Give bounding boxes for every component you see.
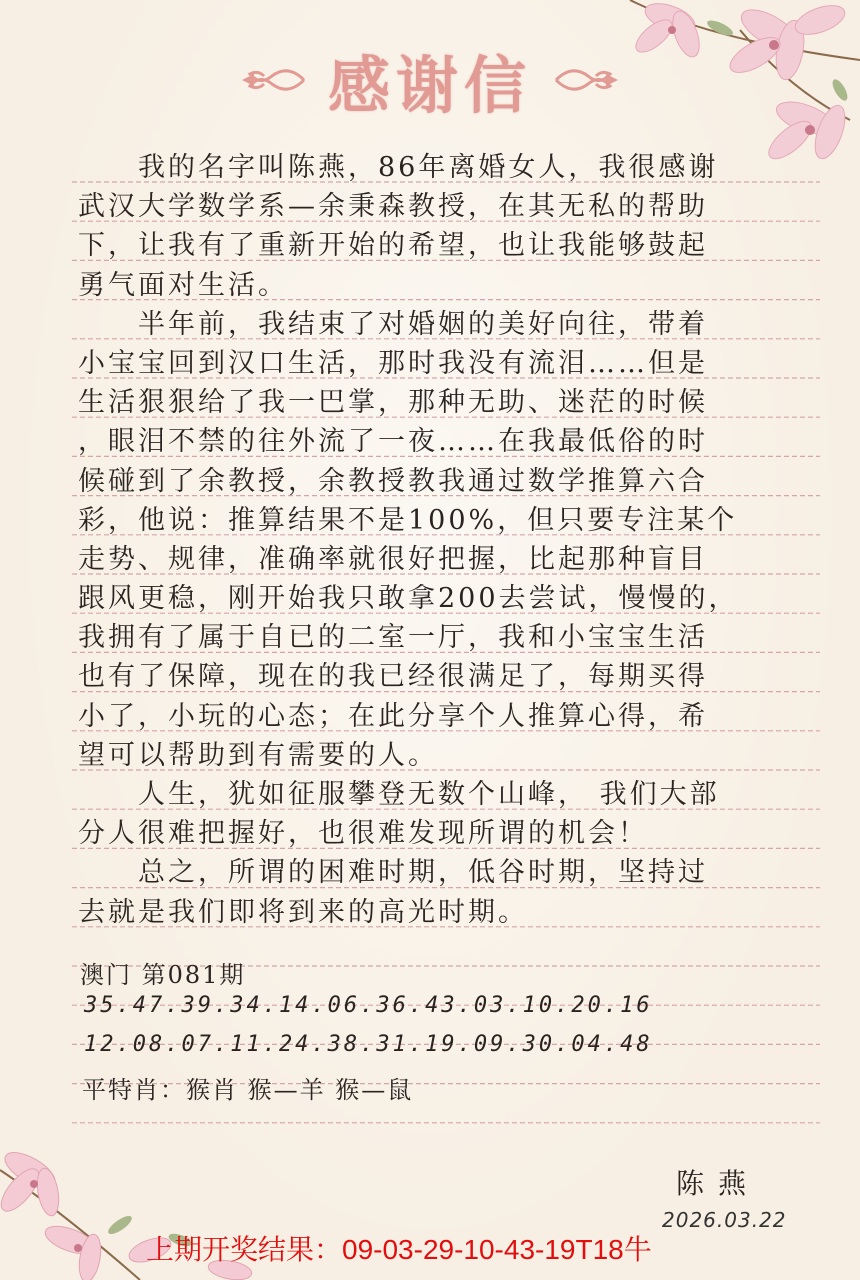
body-line: 分人很难把握好，也很难发现所谓的机会！ (78, 818, 648, 850)
right-flourish-icon (554, 60, 620, 100)
body-line: 勇气面对生活。 (78, 269, 288, 301)
letter-date: 2026.03.22 (662, 1208, 787, 1232)
body-line: 半年前，我结束了对婚姻的美好向往，带着 (78, 308, 708, 340)
body-line: 走势、规律，准确率就很好把握，比起那种盲目 (78, 543, 708, 575)
numbers-line-1: 35.47.39.34.14.06.36.43.03.10.20.16 (84, 993, 653, 1018)
last-draw-result: 上期开奖结果：09-03-29-10-43-19T18牛 (146, 1234, 652, 1265)
body-line: 下，让我有了重新开始的希望，也让我能够鼓起 (78, 230, 708, 262)
body-line: 候碰到了余教授，余教授教我通过数学推算六合 (78, 465, 708, 497)
body-line: 生活狠狠给了我一巴掌，那种无助、迷茫的时候 (78, 387, 708, 419)
body-line: 我的名字叫陈燕，86年离婚女人，我很感谢 (78, 152, 719, 183)
zodiac-line: 平特肖：猴肖 猴—羊 猴—鼠 (82, 1076, 414, 1104)
body-line: ，眼泪不禁的往外流了一夜……在我最低俗的时 (78, 426, 708, 458)
body-line: 小了，小玩的心态；在此分享个人推算心得，希 (78, 700, 708, 732)
body-line: 我拥有了属于自已的二室一厅，我和小宝宝生活 (78, 622, 708, 654)
body-line: 小宝宝回到汉口生活，那时我没有流泪……但是 (78, 347, 708, 379)
left-flourish-icon (240, 60, 306, 100)
body-line: 望可以帮助到有需要的人。 (78, 739, 438, 771)
numbers-line-2: 12.08.07.11.24.38.31.19.09.30.04.48 (84, 1032, 653, 1057)
body-line: 人生，犹如征服攀登无数个山峰， 我们大部 (78, 779, 720, 810)
body-line: 武汉大学数学系—余秉森教授，在其无私的帮助 (78, 191, 708, 223)
signature: 陈燕 (676, 1167, 761, 1200)
issue-label: 澳门 第081期 (80, 961, 246, 989)
body-line: 总之，所谓的困难时期，低谷时期，坚持过 (78, 857, 708, 889)
body-line: 跟风更稳，刚开始我只敢拿200去尝试，慢慢的， (78, 583, 739, 615)
letter-title: 感谢信 (327, 48, 532, 122)
body-line: 彩，他说：推算结果不是100%，但只要专注某个 (78, 504, 738, 536)
body-line: 也有了保障，现在的我已经很满足了，每期买得 (78, 661, 708, 693)
body-line: 去就是我们即将到来的高光时期。 (78, 896, 528, 928)
letter-body (78, 148, 818, 932)
